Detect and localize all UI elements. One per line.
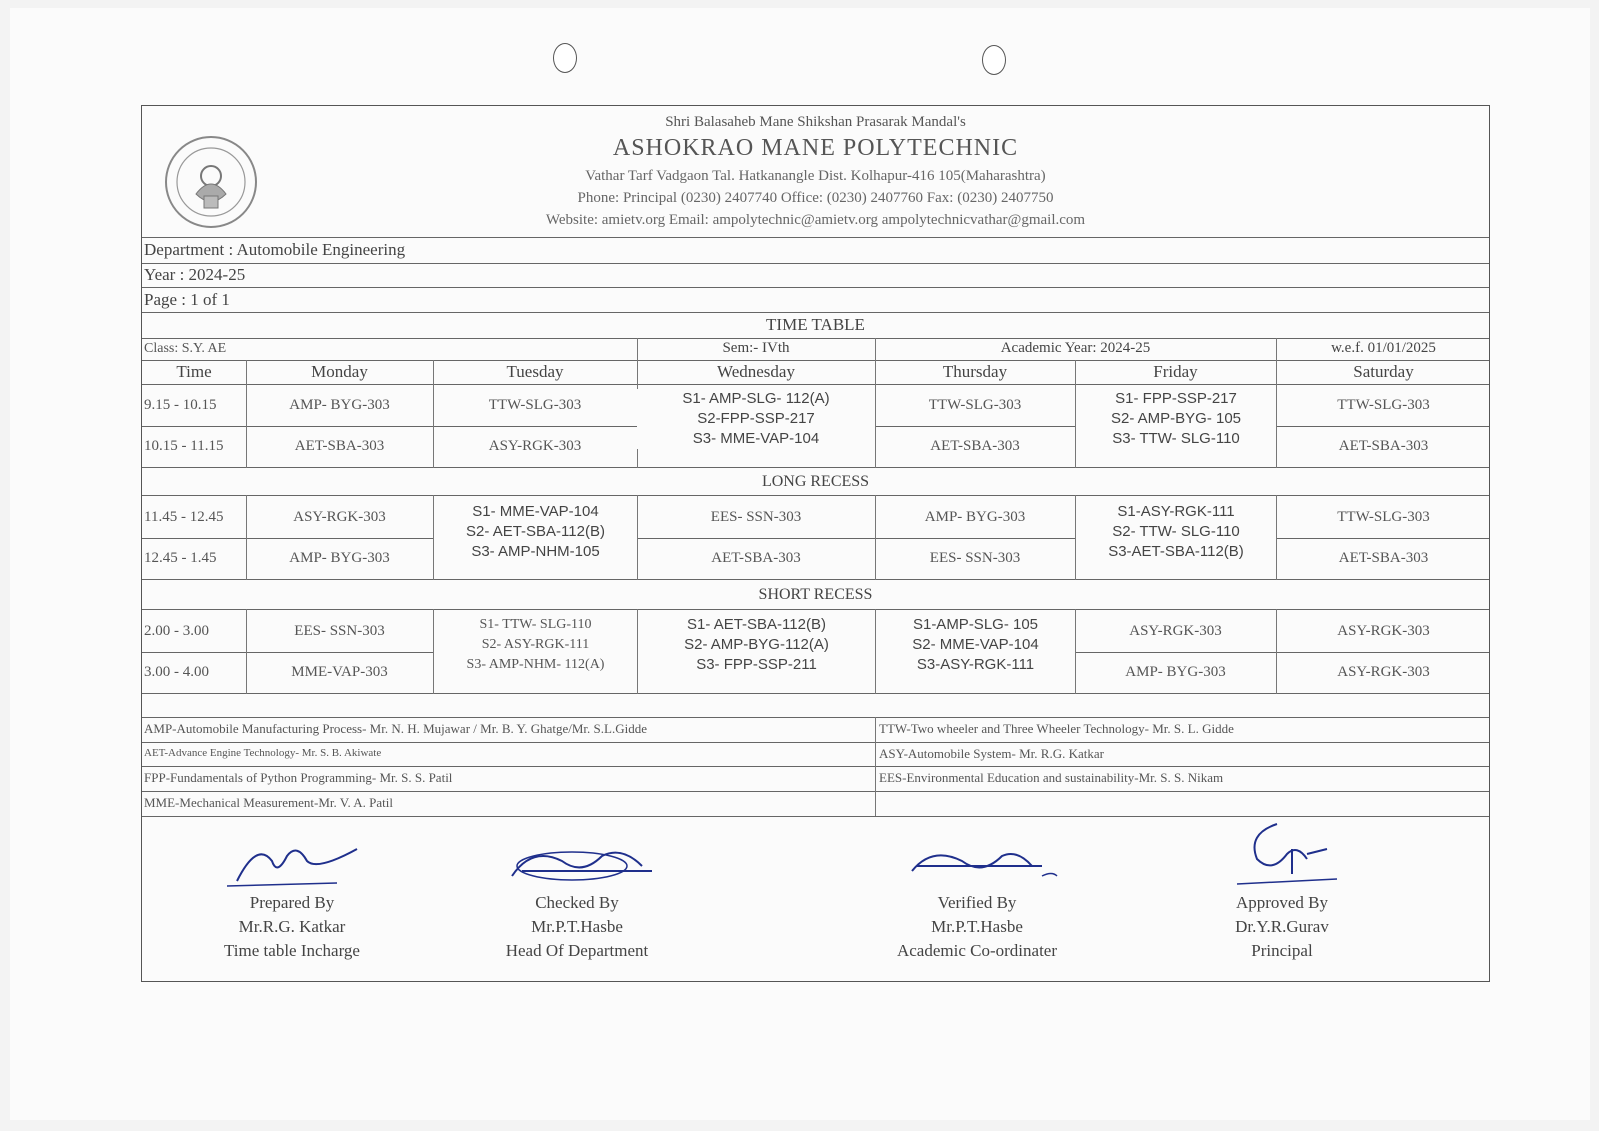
lecture-cell: TTW-SLG-303 bbox=[928, 396, 1022, 413]
practical-batch-cell: S1- AET-SBA-112(B) S2- AMP-BYG-112(A) S3- FPP-SSP-211 bbox=[638, 615, 875, 691]
lecture-cell: ASY-RGK-303 bbox=[1337, 622, 1430, 639]
institute-name: ASHOKRAO MANE POLYTECHNIC bbox=[612, 135, 1019, 161]
legend-item: MME-Mechanical Measurement-Mr. V. A. Patil bbox=[144, 795, 394, 810]
lecture-cell: TTW-SLG-303 bbox=[1337, 508, 1430, 525]
handwritten-signature bbox=[492, 831, 662, 891]
semester-label: Sem:- IVth bbox=[722, 340, 790, 356]
handwritten-signature bbox=[217, 831, 367, 891]
header-saturday: Saturday bbox=[1353, 362, 1414, 381]
lecture-cell: TTW-SLG-303 bbox=[1337, 396, 1430, 413]
handwritten-signature bbox=[892, 831, 1062, 891]
lecture-cell: AMP- BYG-303 bbox=[924, 508, 1026, 525]
lecture-cell: EES- SSN-303 bbox=[294, 622, 385, 639]
lecture-cell: ASY-RGK-303 bbox=[1129, 622, 1222, 639]
lecture-cell: AET-SBA-303 bbox=[711, 550, 801, 566]
time-slot: 11.45 - 12.45 bbox=[144, 508, 224, 525]
time-slot: 10.15 - 11.15 bbox=[144, 438, 224, 454]
year-label: Year : 2024-25 bbox=[144, 265, 246, 284]
practical-batch-cell: S1-ASY-RGK-111 S2- TTW- SLG-110 S3-AET-SBA-112(B) bbox=[1076, 502, 1276, 578]
wef-date-label: w.e.f. 01/01/2025 bbox=[1331, 340, 1436, 356]
lecture-cell: MME-VAP-303 bbox=[291, 664, 388, 680]
signature-block-prepared: Prepared By Mr.R.G. Katkar Time table Incharge bbox=[192, 831, 392, 963]
society-name: Shri Balasaheb Mane Shikshan Prasarak Mandal's bbox=[665, 114, 966, 130]
time-slot: 3.00 - 4.00 bbox=[144, 664, 209, 680]
department-label: Department : Automobile Engineering bbox=[144, 240, 406, 259]
lecture-cell: TTW-SLG-303 bbox=[488, 396, 582, 413]
long-recess-bar: LONG RECESS bbox=[142, 468, 1489, 495]
legend-item: FPP-Fundamentals of Python Programming- Mr. S. S. Patil bbox=[144, 770, 453, 785]
timetable-frame bbox=[141, 105, 1490, 982]
header-friday: Friday bbox=[1153, 362, 1198, 381]
institute-address: Vathar Tarf Vadgaon Tal. Hatkanangle Dist. Kolhapur-416 105(Maharashtra) bbox=[585, 168, 1046, 184]
lecture-cell: AET-SBA-303 bbox=[294, 438, 385, 454]
page-label: Page : 1 of 1 bbox=[144, 290, 230, 309]
time-slot: 9.15 - 10.15 bbox=[144, 396, 217, 413]
lecture-cell: AET-SBA-303 bbox=[930, 438, 1020, 454]
time-slot: 12.45 - 1.45 bbox=[144, 550, 217, 566]
legend-item: AMP-Automobile Manufacturing Process- Mr. N. H. Mujawar / Mr. B. Y. Ghatge/Mr. S.L.Gidde bbox=[144, 721, 647, 736]
practical-batch-cell: S1- AMP-SLG- 112(A) S2-FPP-SSP-217 S3- MME-VAP-104 bbox=[637, 389, 875, 449]
header-time: Time bbox=[176, 362, 212, 381]
signature-block-approved: Approved By Dr.Y.R.Gurav Principal bbox=[1182, 819, 1382, 963]
short-recess-bar: SHORT RECESS bbox=[142, 580, 1489, 609]
lecture-cell: AET-SBA-303 bbox=[1338, 550, 1429, 566]
lecture-cell: AMP- BYG-303 bbox=[1125, 664, 1226, 680]
header-wednesday: Wednesday bbox=[717, 362, 795, 381]
institute-phone: Phone: Principal (0230) 2407740 Office: (0230) 2407760 Fax: (0230) 2407750 bbox=[577, 190, 1054, 206]
practical-batch-cell: S1- MME-VAP-104 S2- AET-SBA-112(B) S3- AMP-NHM-105 bbox=[434, 502, 637, 578]
legend-item: ASY-Automobile System- Mr. R.G. Katkar bbox=[879, 746, 1104, 761]
legend-item: EES-Environmental Education and sustainability-Mr. S. S. Nikam bbox=[879, 770, 1224, 785]
header-thursday: Thursday bbox=[942, 362, 1008, 381]
time-slot: 2.00 - 3.00 bbox=[144, 622, 209, 639]
legend-item: AET-Advance Engine Technology- Mr. S. B. Akiwate bbox=[144, 747, 382, 759]
header-monday: Monday bbox=[311, 362, 368, 381]
legend-item: TTW-Two wheeler and Three Wheeler Technology- Mr. S. L. Gidde bbox=[879, 721, 1234, 736]
lecture-cell: ASY-RGK-303 bbox=[1337, 664, 1430, 680]
practical-batch-cell: S1- FPP-SSP-217 S2- AMP-BYG- 105 S3- TTW- SLG-110 bbox=[1076, 389, 1276, 465]
lecture-cell: ASY-RGK-303 bbox=[293, 508, 386, 525]
lecture-cell: ASY-RGK-303 bbox=[488, 438, 582, 454]
academic-year-label: Academic Year: 2024-25 bbox=[1000, 340, 1151, 356]
signature-block-checked: Checked By Mr.P.T.Hasbe Head Of Department bbox=[477, 831, 677, 963]
class-label: Class: S.Y. AE bbox=[144, 341, 227, 356]
lecture-cell: AMP- BYG-303 bbox=[289, 550, 390, 566]
lecture-cell: AMP- BYG-303 bbox=[289, 396, 390, 413]
institute-website: Website: amietv.org Email: ampolytechnic@amietv.org ampolytechnicvathar@gmail.com bbox=[545, 212, 1086, 228]
handwritten-signature bbox=[1217, 819, 1347, 891]
timetable-title: TIME TABLE bbox=[766, 315, 865, 334]
practical-batch-cell: S1-AMP-SLG- 105 S2- MME-VAP-104 S3-ASY-RGK-111 bbox=[876, 615, 1075, 691]
lecture-cell: AET-SBA-303 bbox=[1338, 438, 1429, 454]
punch-hole-left bbox=[553, 43, 577, 73]
lecture-cell: EES- SSN-303 bbox=[929, 550, 1021, 566]
signature-block-verified: Verified By Mr.P.T.Hasbe Academic Co-ordinater bbox=[877, 831, 1077, 963]
header-tuesday: Tuesday bbox=[506, 362, 564, 381]
lecture-cell: EES- SSN-303 bbox=[710, 508, 802, 525]
practical-batch-cell: S1- TTW- SLG-110 S2- ASY-RGK-111 S3- AMP-NHM- 112(A) bbox=[434, 615, 637, 691]
punch-hole-right bbox=[982, 45, 1006, 75]
